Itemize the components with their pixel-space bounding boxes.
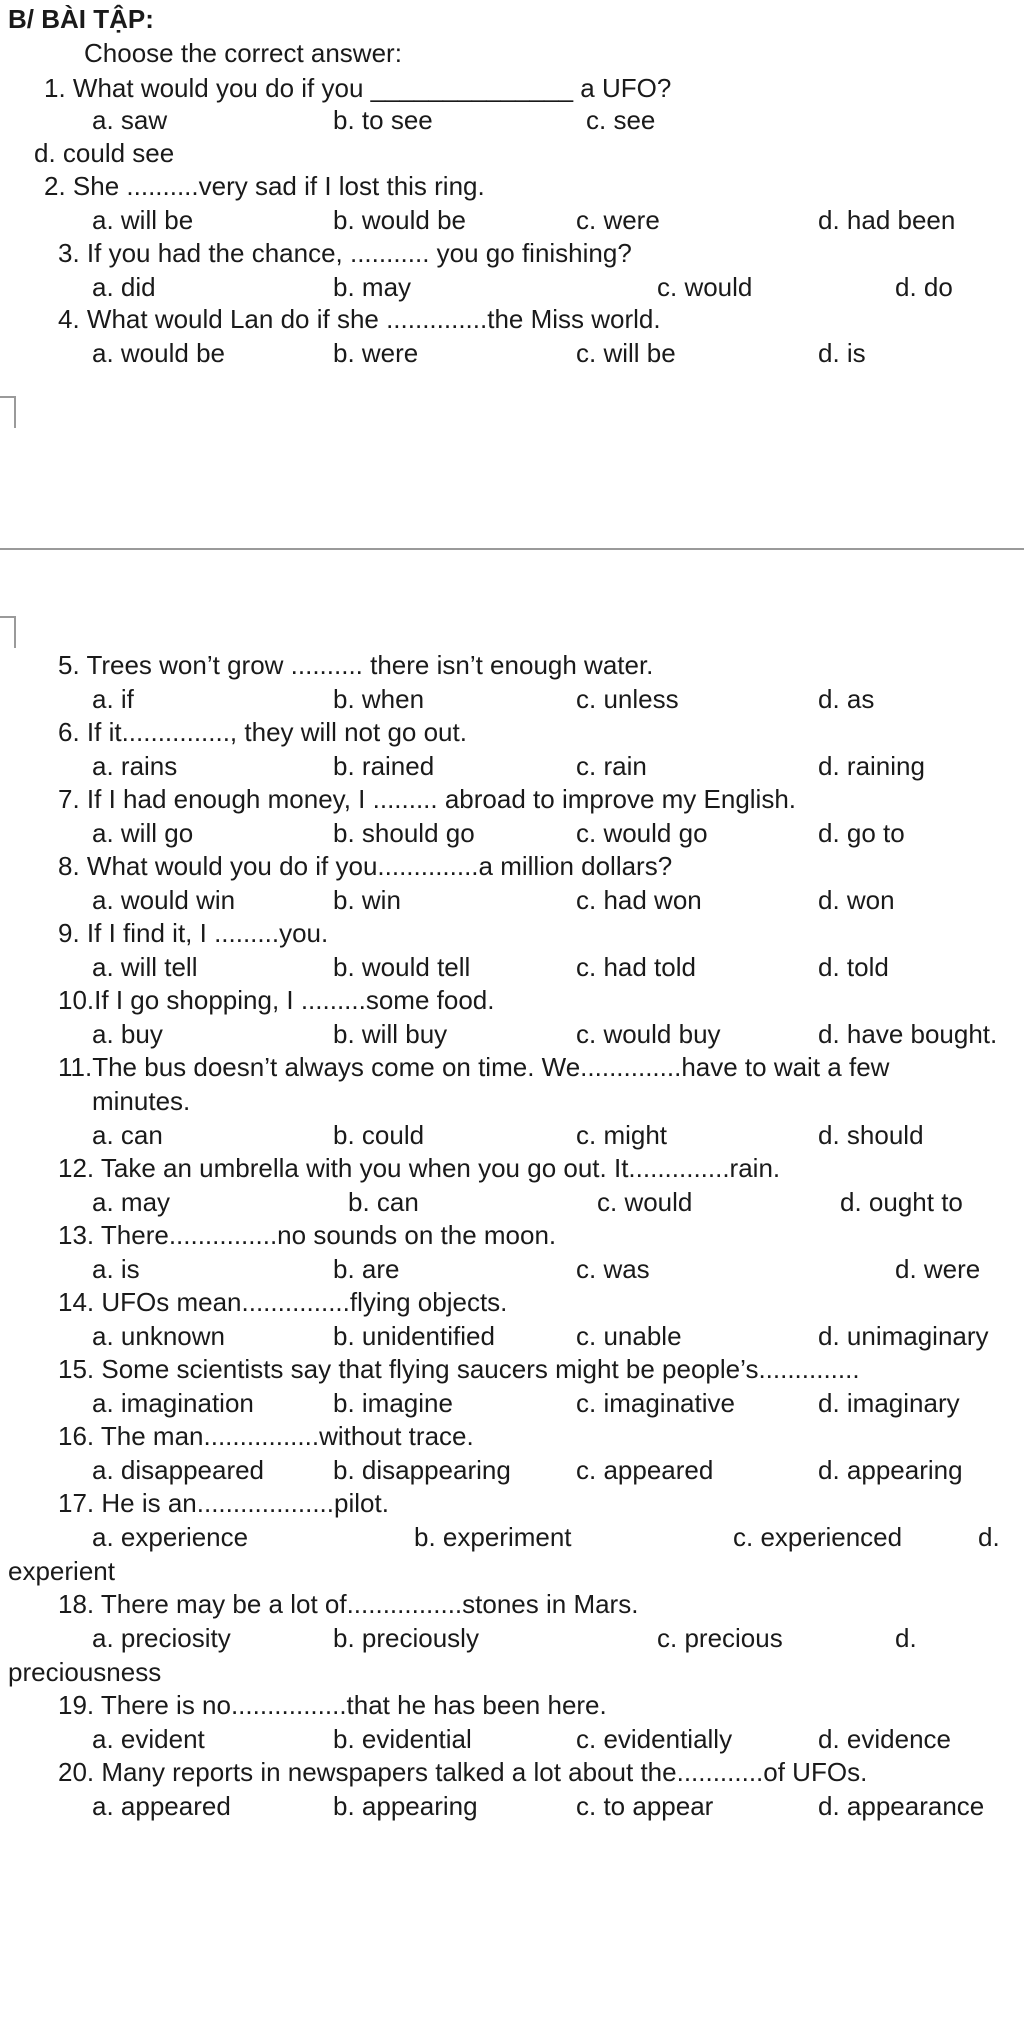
answer-option: a. rains (92, 751, 178, 781)
question-stem: 1. What would you do if you ______________ a UFO? (44, 73, 672, 103)
question-stem: 19. There is no................that he has been here. (58, 1690, 607, 1720)
answer-option: c. had told (576, 952, 696, 982)
question-stem: 7. If I had enough money, I ......... abroad to improve my English. (58, 784, 797, 814)
page-corner-mark (0, 616, 16, 648)
answer-option: c. will be (576, 338, 676, 368)
answer-option: c. appeared (576, 1455, 714, 1485)
answer-option: c. would buy (576, 1019, 721, 1049)
question-stem: 10.If I go shopping, I .........some food. (58, 985, 495, 1015)
answer-option: d. won (818, 885, 895, 915)
answer-option: a. will go (92, 818, 194, 848)
answer-option: a. evident (92, 1724, 205, 1754)
answer-option: b. win (333, 885, 401, 915)
answer-option: b. can (348, 1187, 419, 1217)
answer-option: d. should (818, 1120, 924, 1150)
answer-option: c. precious (657, 1623, 783, 1653)
question-stem: 9. If I find it, I .........you. (58, 918, 329, 948)
answer-option: a. will be (92, 205, 194, 235)
answer-option: a. if (92, 684, 134, 714)
question-stem-continued: minutes. (92, 1086, 191, 1116)
answer-option: b. would be (333, 205, 466, 235)
answer-option: c. would (597, 1187, 693, 1217)
answer-option: d. ought to (840, 1187, 963, 1217)
answer-option: d. as (818, 684, 875, 714)
answer-option: b. were (333, 338, 419, 368)
answer-option: a. preciosity (92, 1623, 231, 1653)
answer-option: b. are (333, 1254, 400, 1284)
question-stem: 2. She ..........very sad if I lost this ring. (44, 171, 485, 201)
answer-option: b. preciously (333, 1623, 479, 1653)
answer-option: c. had won (576, 885, 702, 915)
question-stem: 15. Some scientists say that flying saucers might be people’s.............. (58, 1354, 860, 1384)
answer-option: a. imagination (92, 1388, 254, 1418)
answer-option: a. unknown (92, 1321, 225, 1351)
answer-option: a. will tell (92, 952, 198, 982)
question-stem: 3. If you had the chance, ........... you go finishing? (58, 238, 632, 268)
question-stem: 6. If it..............., they will not go out. (58, 717, 467, 747)
answer-option: c. experienced (733, 1522, 903, 1552)
answer-option: d. imaginary (818, 1388, 960, 1418)
answer-option-continued: experient (8, 1556, 115, 1586)
answer-option: d. were (895, 1254, 981, 1284)
instruction: Choose the correct answer: (84, 38, 402, 68)
answer-option: b. evidential (333, 1724, 472, 1754)
answer-option: b. will buy (333, 1019, 448, 1049)
answer-option: d. is (818, 338, 866, 368)
answer-option: d. had been (818, 205, 956, 235)
answer-option: b. may (333, 272, 412, 302)
answer-option: a. can (92, 1120, 163, 1150)
answer-option: b. disappearing (333, 1455, 511, 1485)
answer-option: c. to appear (576, 1791, 714, 1821)
answer-option: c. unless (576, 684, 679, 714)
answer-option: a. may (92, 1187, 171, 1217)
answer-option: c. was (576, 1254, 650, 1284)
answer-option: a. disappeared (92, 1455, 265, 1485)
answer-option: b. when (333, 684, 425, 714)
answer-option: d. go to (818, 818, 905, 848)
page-corner-mark (0, 396, 16, 428)
question-stem: 20. Many reports in newspapers talked a lot about the............of UFOs. (58, 1757, 868, 1787)
answer-option: b. could (333, 1120, 425, 1150)
answer-option: b. experiment (414, 1522, 572, 1552)
answer-option-continued: d. could see (34, 138, 175, 168)
answer-option: a. would be (92, 338, 225, 368)
question-stem: 8. What would you do if you..............a million dollars? (58, 851, 673, 881)
answer-option: b. should go (333, 818, 475, 848)
answer-option: d. (978, 1522, 1000, 1552)
answer-option: b. appearing (333, 1791, 478, 1821)
answer-option: c. would go (576, 818, 708, 848)
answer-option: a. is (92, 1254, 140, 1284)
question-stem: 16. The man................without trace. (58, 1421, 474, 1451)
answer-option: b. imagine (333, 1388, 453, 1418)
answer-option: d. evidence (818, 1724, 951, 1754)
answer-option: c. see (586, 105, 656, 135)
answer-option: a. appeared (92, 1791, 231, 1821)
page-divider (0, 548, 1024, 550)
answer-option: c. rain (576, 751, 647, 781)
answer-option: c. imaginative (576, 1388, 735, 1418)
answer-option: d. do (895, 272, 953, 302)
answer-option: b. rained (333, 751, 435, 781)
answer-option: d. told (818, 952, 889, 982)
answer-option-continued: preciousness (8, 1657, 162, 1687)
answer-option: c. would (657, 272, 753, 302)
answer-option: b. unidentified (333, 1321, 495, 1351)
question-stem: 5. Trees won’t grow .......... there isn’t enough water. (58, 650, 654, 680)
answer-option: d. appearance (818, 1791, 985, 1821)
question-stem: 11.The bus doesn’t always come on time. We..............have to wait a few (58, 1052, 890, 1082)
answer-option: c. unable (576, 1321, 682, 1351)
answer-option: b. to see (333, 105, 433, 135)
answer-option: d. (895, 1623, 917, 1653)
answer-option: a. did (92, 272, 156, 302)
question-stem: 13. There...............no sounds on the moon. (58, 1220, 557, 1250)
answer-option: d. unimaginary (818, 1321, 989, 1351)
question-stem: 12. Take an umbrella with you when you go out. It..............rain. (58, 1153, 781, 1183)
section-header: B/ BÀI TẬP: (8, 4, 154, 34)
answer-option: d. appearing (818, 1455, 963, 1485)
answer-option: c. might (576, 1120, 668, 1150)
answer-option: c. were (576, 205, 660, 235)
answer-option: c. evidentially (576, 1724, 733, 1754)
question-stem: 17. He is an...................pilot. (58, 1488, 389, 1518)
answer-option: d. have bought. (818, 1019, 998, 1049)
answer-option: a. experience (92, 1522, 249, 1552)
question-stem: 4. What would Lan do if she ..............the Miss world. (58, 304, 661, 334)
answer-option: d. raining (818, 751, 925, 781)
answer-option: a. would win (92, 885, 236, 915)
answer-option: b. would tell (333, 952, 471, 982)
question-stem: 14. UFOs mean...............flying objects. (58, 1287, 508, 1317)
question-stem: 18. There may be a lot of................stones in Mars. (58, 1589, 639, 1619)
answer-option: a. buy (92, 1019, 163, 1049)
answer-option: a. saw (92, 105, 168, 135)
